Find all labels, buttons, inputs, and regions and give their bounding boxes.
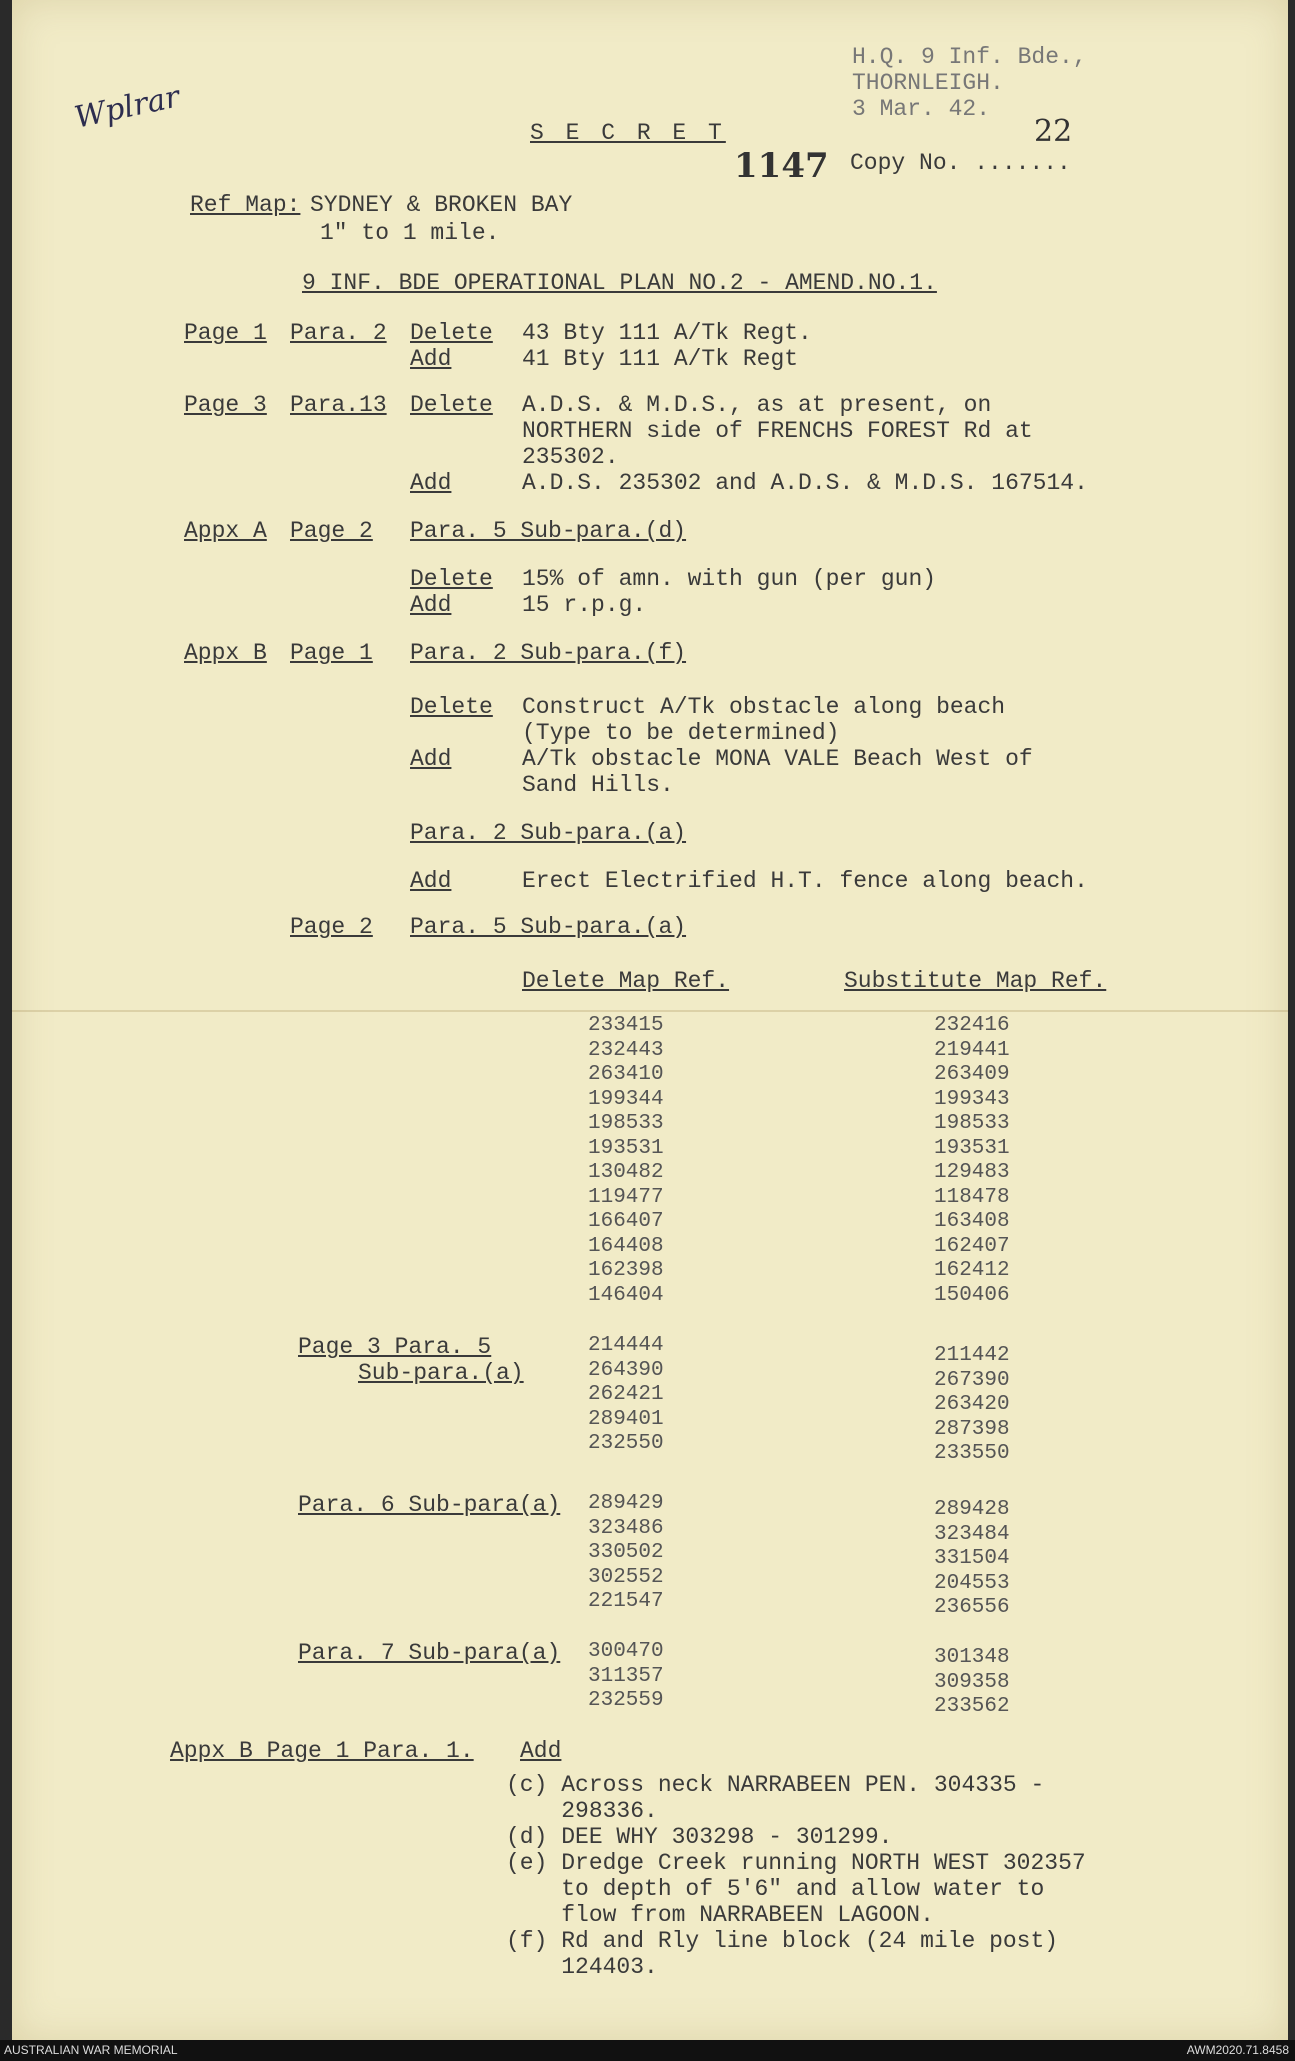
amend1-add-kw: Add [410,346,452,372]
map-ref: 232550 [588,1432,664,1455]
amend1-ref2: Para. 2 [290,320,387,346]
amend4-ref1: Appx B [184,640,267,666]
amend4-add-text-1: A/Tk obstacle MONA VALE Beach West of [522,746,1033,772]
map-ref: 221547 [588,1590,664,1613]
handwritten-note: Wplrar [71,79,183,136]
amend3-ref2: Page 2 [290,518,373,544]
group2-label-2: Sub-para.(a) [358,1360,524,1386]
map-ref: 236556 [934,1596,1010,1619]
copy-label: Copy No. ....... [850,150,1071,176]
map-ref: 232443 [588,1038,664,1062]
map-ref: 233562 [934,1695,1010,1718]
hq-line-3: 3 Mar. 42. [852,96,991,122]
map-ref: 289428 [934,1498,1010,1521]
map-ref: 211442 [934,1344,1010,1367]
col-header-substitute: Substitute Map Ref. [844,968,1107,994]
amend1-ref1: Page 1 [184,320,267,346]
map-ref: 130482 [588,1161,664,1184]
map-ref: 162407 [934,1234,1010,1258]
map-ref: 309358 [934,1670,1010,1694]
amend3-delete-kw: Delete [410,566,493,592]
group3-delete-list [588,1492,664,1615]
amend2-delete-text-1: A.D.S. & M.D.S., as at present, on [522,392,992,418]
map-ref: 264390 [588,1358,664,1382]
final-line-6: flow from NARRABEEN LAGOON. [506,1902,934,1928]
map-ref: 198533 [588,1112,664,1135]
amend2-add-kw: Add [410,470,452,496]
amend4-delete-text-2: (Type to be determined) [522,720,840,746]
map-ref: 150406 [934,1283,1010,1307]
map-ref: 232559 [588,1689,664,1712]
amend3-ref1: Appx A [184,518,267,544]
document-page [12,0,1288,2040]
map-ref: 330502 [588,1541,664,1564]
map-ref: 232416 [934,1014,1010,1037]
amend2-delete-kw: Delete [410,392,493,418]
map-ref: 289429 [588,1492,664,1515]
amend3-para: Para. 5 Sub-para.(d) [410,518,687,544]
final-line-1: (c) Across neck NARRABEEN PEN. 304335 - [506,1772,1045,1798]
group2-substitute-list [934,1344,1010,1467]
map-ref: 300470 [588,1640,664,1663]
footer-right-label: AWM2020.71.8458 [1186,2043,1289,2057]
final-line-4: (e) Dredge Creek running NORTH WEST 302357 [506,1850,1086,1876]
group3-label: Para. 6 Sub-para(a) [298,1492,561,1518]
map-ref: 287398 [934,1417,1010,1441]
serial-number: 1147 [734,146,829,186]
map-ref: 164408 [588,1234,664,1258]
amend2-ref1: Page 3 [184,392,267,418]
ref-map-scale: 1" to 1 mile. [320,220,500,246]
map-ref: 166407 [588,1210,664,1233]
map-ref: 214444 [588,1334,664,1357]
col-header-delete: Delete Map Ref. [522,968,730,994]
secret-heading: S E C R E T [530,120,726,146]
amend2-delete-text-2: NORTHERN side of FRENCHS FOREST Rd at [522,418,1033,444]
group4-substitute-list [934,1646,1010,1720]
amend3-add-text: 15 r.p.g. [522,592,647,618]
final-add-kw: Add [520,1738,562,1764]
map-ref: 219441 [934,1038,1010,1062]
footer-left-label: AUSTRALIAN WAR MEMORIAL [4,2043,178,2057]
amend4-add-text-2: Sand Hills. [522,772,674,798]
amend1-add-text: 41 Bty 111 A/Tk Regt [522,346,799,372]
amend5-ref: Page 2 [290,914,373,940]
map-ref: 204553 [934,1571,1010,1595]
archive-footer [0,2040,1295,2061]
map-ref: 331504 [934,1547,1010,1570]
map-ref: 118478 [934,1185,1010,1209]
final-ref: Appx B Page 1 Para. 1. [170,1738,474,1764]
group1-substitute-list [934,1014,1010,1308]
group4-delete-list [588,1640,664,1714]
map-ref: 146404 [588,1283,664,1307]
map-ref: 163408 [934,1210,1010,1233]
amend4-add2-kw: Add [410,868,452,894]
map-ref: 233550 [934,1442,1010,1465]
amend4-add2-text: Erect Electrified H.T. fence along beach. [522,868,1088,894]
group3-substitute-list [934,1498,1010,1621]
group1-delete-list [588,1014,664,1308]
amend4-delete-text-1: Construct A/Tk obstacle along beach [522,694,1006,720]
map-ref: 301348 [934,1646,1010,1669]
ref-map-value: SYDNEY & BROKEN BAY [310,192,573,218]
amend1-delete-text: 43 Bty 111 A/Tk Regt. [522,320,812,346]
amend4-add-kw: Add [410,746,452,772]
map-ref: 267390 [934,1368,1010,1392]
amend4-para-2: Para. 2 Sub-para.(a) [410,820,687,846]
amend4-delete-kw: Delete [410,694,493,720]
map-ref: 193531 [588,1136,664,1160]
map-ref: 263409 [934,1063,1010,1086]
map-ref: 263420 [934,1393,1010,1416]
final-line-5: to depth of 5'6" and allow water to [506,1876,1045,1902]
group2-label-1: Page 3 Para. 5 [298,1334,492,1360]
amend5-para: Para. 5 Sub-para.(a) [410,914,687,940]
final-line-2: 298336. [506,1798,658,1824]
map-ref: 302552 [588,1565,664,1589]
map-ref: 262421 [588,1383,664,1406]
map-ref: 193531 [934,1136,1010,1160]
hq-line-1: H.Q. 9 Inf. Bde., [852,44,1087,70]
final-line-3: (d) DEE WHY 303298 - 301299. [506,1824,893,1850]
map-ref: 233415 [588,1014,664,1037]
map-ref: 311357 [588,1664,664,1688]
map-ref: 323486 [588,1516,664,1540]
map-ref: 199344 [588,1087,664,1111]
ref-map-label: Ref Map: [190,192,301,218]
amend2-ref2: Para.13 [290,392,387,418]
map-ref: 162412 [934,1259,1010,1282]
map-ref: 323484 [934,1522,1010,1546]
map-ref: 129483 [934,1161,1010,1184]
amend3-delete-text: 15% of amn. with gun (per gun) [522,566,937,592]
map-ref: 119477 [588,1185,664,1209]
map-ref: 198533 [934,1112,1010,1135]
map-ref: 199343 [934,1087,1010,1111]
amend1-delete-kw: Delete [410,320,493,346]
amend3-add-kw: Add [410,592,452,618]
final-line-8: 124403. [506,1954,658,1980]
copy-number: 22 [1034,114,1073,149]
map-ref: 263410 [588,1063,664,1086]
group2-delete-list [588,1334,664,1457]
amend4-para: Para. 2 Sub-para.(f) [410,640,687,666]
map-ref: 289401 [588,1407,664,1431]
hq-line-2: THORNLEIGH. [852,70,1004,96]
paper-fold [12,1010,1288,1012]
amend4-ref2: Page 1 [290,640,373,666]
map-ref: 162398 [588,1259,664,1282]
amend2-add-text: A.D.S. 235302 and A.D.S. & M.D.S. 167514. [522,470,1088,496]
plan-title: 9 INF. BDE OPERATIONAL PLAN NO.2 - AMEND.NO.1. [302,270,937,296]
group4-label: Para. 7 Sub-para(a) [298,1640,561,1666]
final-line-7: (f) Rd and Rly line block (24 mile post) [506,1928,1059,1954]
amend2-delete-text-3: 235302. [522,444,619,470]
